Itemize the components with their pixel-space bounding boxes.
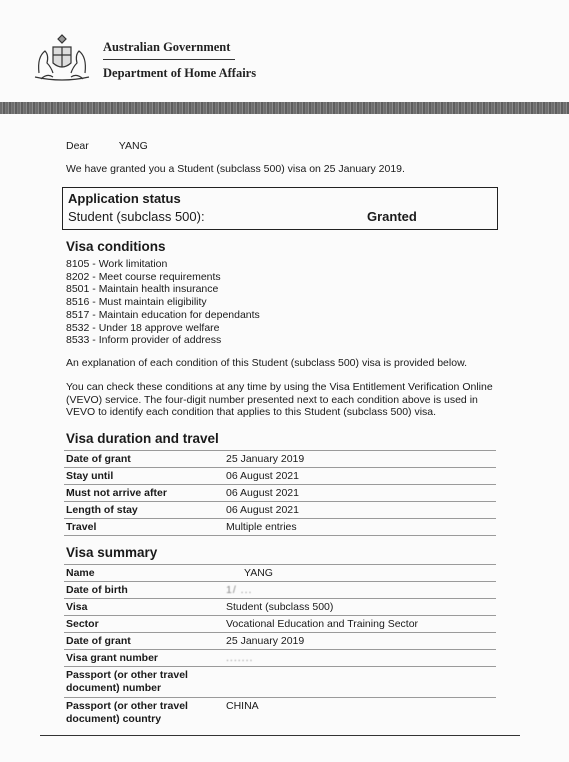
conditions-explanation: An explanation of each condition of this Student (subclass 500) visa is provided below. — [66, 357, 467, 369]
table-row — [64, 485, 496, 502]
row-label: Travel — [66, 521, 97, 533]
salutation — [66, 140, 148, 153]
conditions-list — [66, 258, 260, 347]
status-value: Granted — [367, 209, 417, 224]
duration-table — [64, 450, 496, 536]
row-value: CHINA — [226, 700, 259, 712]
list-item: 8105 - Work limitation — [66, 258, 168, 270]
application-status-box — [62, 187, 498, 230]
row-value: Multiple entries — [226, 521, 297, 533]
recipient-name: YANG — [118, 140, 148, 152]
table-row — [64, 519, 496, 536]
table-row — [64, 468, 496, 485]
footer-divider — [40, 735, 520, 736]
row-label: Date of grant — [66, 635, 131, 647]
status-visa: Student (subclass 500): — [68, 209, 205, 224]
coat-of-arms-icon — [33, 33, 91, 83]
granted-sentence: We have granted you a Student (subclass 500) visa on 25 January 2019. — [66, 163, 405, 175]
table-row — [64, 650, 496, 667]
row-value: 25 January 2019 — [226, 453, 305, 465]
row-label: Must not arrive after — [66, 487, 167, 499]
row-value: 06 August 2021 — [226, 487, 299, 499]
table-row — [64, 599, 496, 616]
duration-heading: Visa duration and travel — [66, 431, 219, 446]
row-value: Vocational Education and Training Sector — [226, 618, 419, 630]
table-row — [64, 565, 496, 582]
row-value: YANG — [244, 567, 273, 579]
row-label: Visa grant number — [66, 652, 158, 664]
table-row — [64, 633, 496, 650]
list-item: 8501 - Maintain health insurance — [66, 283, 219, 296]
row-label: Length of stay — [66, 504, 138, 516]
row-label: Date of birth — [66, 584, 128, 596]
list-item: 8533 - Inform provider of address — [66, 334, 222, 347]
vevo-paragraph: You can check these conditions at any time by using the Visa Entitlement Verification Online (VEVO) service. The four-digit number presented next to each condition above is used in VEVO to identify each condition that applies to this Student (subclass 500) visa. — [66, 381, 493, 418]
header-divider — [103, 59, 235, 60]
salutation-word: Dear — [66, 140, 89, 152]
list-item: 8532 - Under 18 approve welfare — [66, 321, 220, 334]
table-row — [64, 582, 496, 599]
row-value: 1/ ... — [226, 584, 253, 596]
table-row — [64, 667, 496, 698]
row-label: Sector — [66, 618, 99, 630]
list-item: 8516 - Must maintain eligibility — [66, 296, 207, 309]
row-label: Passport (or other travel document) country — [66, 700, 188, 725]
row-label: Visa — [66, 601, 88, 613]
row-value: 06 August 2021 — [226, 470, 299, 482]
government-title: Australian Government — [103, 40, 231, 54]
table-row — [64, 502, 496, 519]
row-label: Stay until — [66, 470, 114, 482]
department-title: Department of Home Affairs — [103, 66, 257, 80]
summary-table — [64, 564, 496, 728]
list-item: 8202 - Meet course requirements — [66, 270, 221, 283]
row-value: 06 August 2021 — [226, 504, 299, 516]
status-title: Application status — [68, 191, 181, 206]
table-row — [64, 451, 496, 468]
row-label: Name — [66, 567, 95, 579]
summary-heading: Visa summary — [66, 545, 158, 560]
row-value: ....... — [226, 652, 254, 664]
row-label: Passport (or other travel document) number — [66, 669, 188, 694]
header-band — [0, 102, 569, 114]
conditions-heading: Visa conditions — [66, 239, 166, 254]
list-item: 8517 - Maintain education for dependants — [66, 308, 260, 321]
row-value: Student (subclass 500) — [226, 601, 334, 613]
row-value: 25 January 2019 — [226, 635, 305, 647]
row-label: Date of grant — [66, 453, 131, 465]
table-row — [64, 616, 496, 633]
table-row — [64, 698, 496, 728]
